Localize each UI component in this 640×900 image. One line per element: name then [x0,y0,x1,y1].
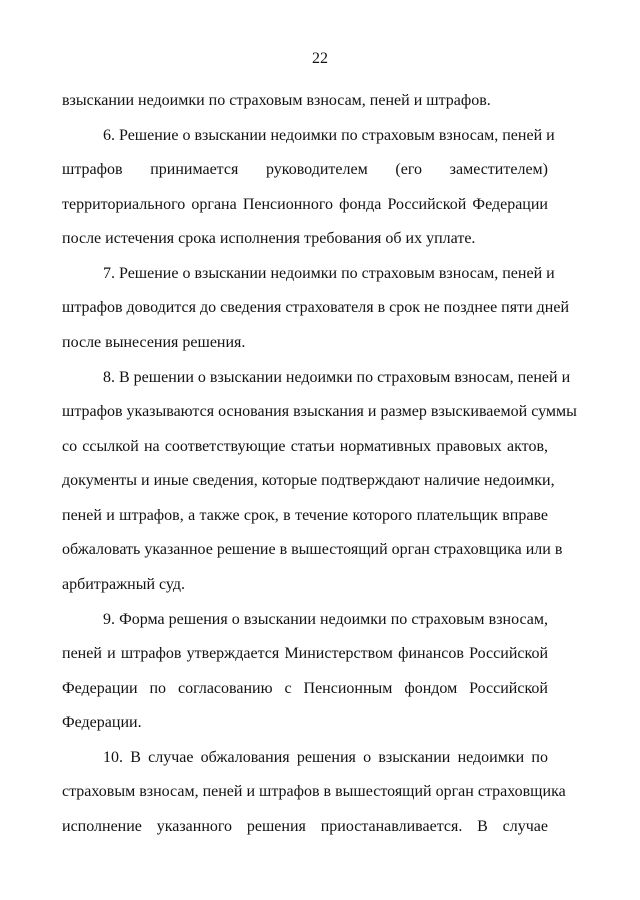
page-number: 22 [312,50,328,67]
text-line: штрафов доводится до сведения страхователя в срок не позднее пяти дней [62,299,570,316]
text-line: штрафов указываются основания взыскания и размер взыскиваемой суммы [62,403,577,420]
text-line: после истечения срока исполнения требования об их уплате. [62,230,476,247]
text-line: исполнение указанного решения приостанавливается. В случае [62,818,548,835]
text-line: пеней и штрафов, а также срок, в течение которого плательщик вправе [62,507,548,524]
text-line: арбитражный суд. [62,576,186,593]
text-line: 8. В решении о взыскании недоимки по страховым взносам, пеней и [103,369,571,386]
text-line: обжаловать указанное решение в вышестоящий орган страховщика или в [62,541,563,558]
text-line: после вынесения решения. [62,334,246,351]
text-line: Федерации по согласованию с Пенсионным фондом Российской [62,680,548,697]
text-line: со ссылкой на соответствующие статьи нормативных правовых актов, [62,438,548,455]
text-line: 6. Решение о взыскании недоимки по страховым взносам, пеней и [103,127,555,144]
text-line: 10. В случае обжалования решения о взыскании недоимки по [103,749,548,766]
text-line: Федерации. [62,714,142,731]
text-line: 9. Форма решения о взыскании недоимки по страховым взносам, [103,611,548,628]
text-line: страховым взносам, пеней и штрафов в вышестоящий орган страховщика [62,783,566,800]
text-line: взыскании недоимки по страховым взносам, пеней и штрафов. [62,92,491,109]
text-line: территориального органа Пенсионного фонда Российской Федерации [62,196,548,213]
text-line: 7. Решение о взыскании недоимки по страховым взносам, пеней и [103,265,555,282]
text-line: штрафов принимается руководителем (его заместителем) [62,161,548,178]
text-line: документы и иные сведения, которые подтверждают наличие недоимки, [62,472,555,489]
text-line: пеней и штрафов утверждается Министерством финансов Российской [62,645,548,662]
